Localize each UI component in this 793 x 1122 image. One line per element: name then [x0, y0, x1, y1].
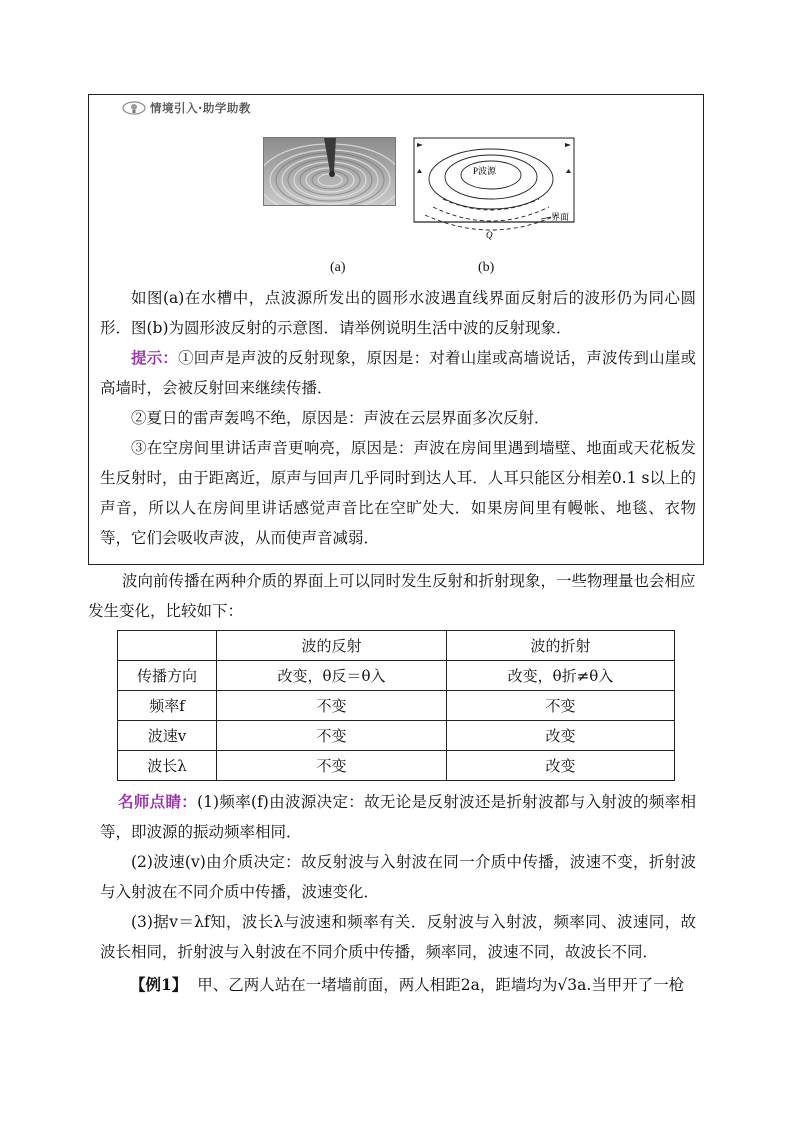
section-header-text: 情境引入·助学助教 [150, 101, 251, 115]
table-header-row [118, 631, 675, 661]
table-row [118, 721, 675, 751]
reflect-cell: 不变 [217, 751, 447, 781]
teacher-note-1: 名师点睛：(1)频率(f)由波源决定：故无论是反射波还是折射波都与入射波的频率相等，即波源的振动频率相同． [100, 792, 696, 841]
water-wave-photo [263, 137, 396, 206]
row-label: 波速v [118, 721, 217, 751]
refract-cell: 不变 [447, 691, 675, 721]
section-header [122, 100, 251, 116]
lightbulb-icon [122, 101, 146, 115]
example-1 [100, 970, 696, 1000]
table-header-cell: 波的反射 [217, 631, 447, 661]
reflect-cell: 改变，θ反＝θ入 [217, 661, 447, 691]
table-row [118, 751, 675, 781]
teacher-label: 名师点睛： [118, 792, 198, 811]
refract-cell: 改变，θ折≠θ入 [447, 661, 675, 691]
reflect-cell: 不变 [217, 721, 447, 751]
intro-text: 波向前传播在两种介质的界面上可以同时发生反射和折射现象，一些物理量也会相应发生变化，比较如下： [88, 572, 696, 620]
caption-b: (b) [478, 260, 495, 275]
caption-a: (a) [330, 260, 346, 275]
reflect-cell: 不变 [217, 691, 447, 721]
hint-3: ③在空房间里讲话声音更响亮，原因是：声波在房间里遇到墙壁、地面或天花板发生反射时，由于距离近，原声与回声几乎同时到达人耳．人耳只能区分相差0.1 s以上的声音，所以人在房间里讲话感觉声音比在空旷处大．如果房间里有幔帐、地毯、衣物等，它们会吸收声波，从而使声音减弱． [100, 439, 696, 547]
table-row [118, 661, 675, 691]
comparison-table [117, 630, 675, 781]
table-header-cell: 波的折射 [447, 631, 675, 661]
row-label: 传播方向 [118, 661, 217, 691]
teacher-notes [100, 787, 696, 967]
refract-cell: 改变 [447, 721, 675, 751]
point-q-label: Q [486, 230, 493, 240]
boundary-label: 界面 [551, 212, 570, 222]
row-label: 波长λ [118, 751, 217, 781]
context-text [100, 283, 696, 553]
table-row [118, 691, 675, 721]
row-label: 频率f [118, 691, 217, 721]
hint-label: 提示： [131, 348, 179, 367]
teacher-note-2: (2)波速(v)由介质决定：故反射波与入射波在同一介质中传播，波速不变，折射波与入射波在不同介质中传播，波速变化． [100, 853, 696, 901]
reflection-diagram [413, 137, 575, 247]
question-text: 如图(a)在水槽中，点波源所发出的圆形水波遇直线界面反射后的波形仍为同心圆形．图(b)为圆形波反射的示意图．请举例说明生活中波的反射现象． [100, 289, 696, 337]
table-header-cell [118, 631, 217, 661]
example-label: 【例1】 [130, 975, 188, 994]
hint-1: 提示：①回声是声波的反射现象，原因是：对着山崖或高墙说话，声波传到山崖或高墙时，会被反射回来继续传播． [100, 348, 696, 397]
teacher-note-3: (3)据v＝λf知，波长λ与波速和频率有关．反射波与入射波，频率同、波速同，故波长相同，折射波与入射波在不同介质中传播，频率同，波速不同，故波长不同． [100, 913, 696, 961]
hint-2: ②夏日的雷声轰鸣不绝，原因是：声波在云层界面多次反射． [131, 409, 550, 427]
refract-cell: 改变 [447, 751, 675, 781]
example-text: 甲、乙两人站在一堵墙前面，两人相距2a，距墙均为√3a.当甲开了一枪 [197, 976, 685, 994]
wave-source-label: P波源 [473, 166, 497, 176]
